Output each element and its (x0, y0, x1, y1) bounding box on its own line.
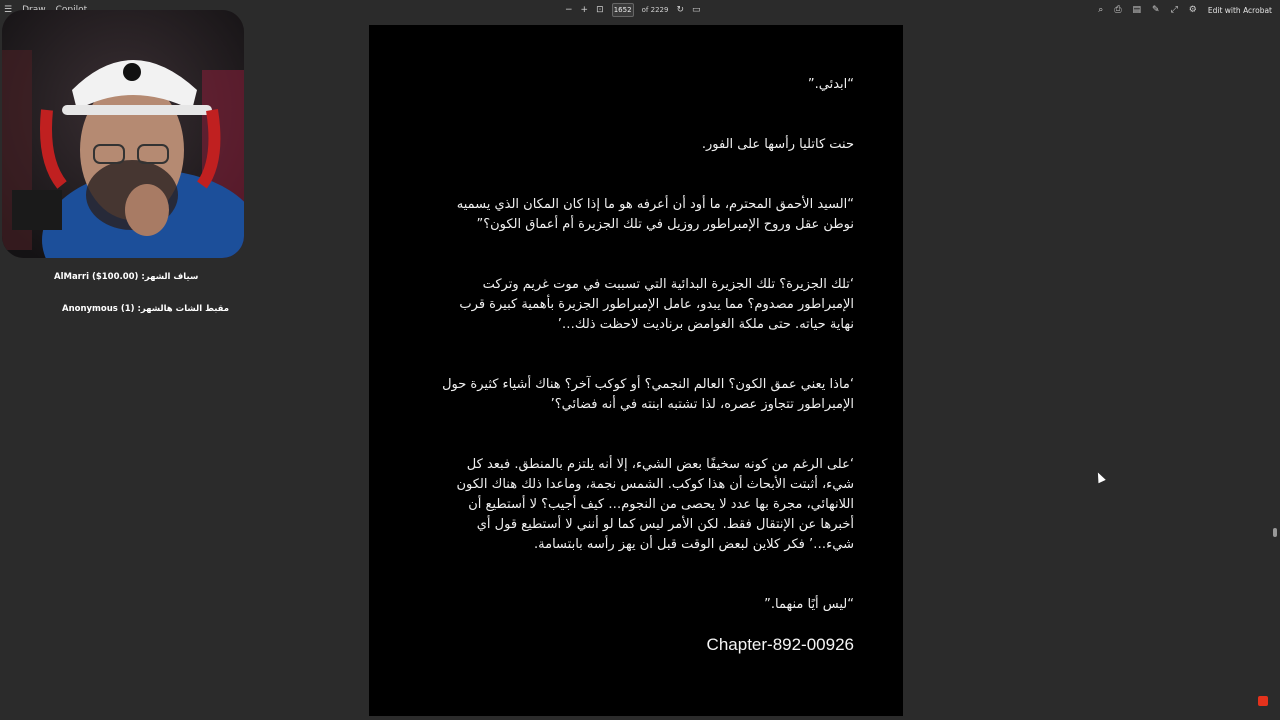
paragraph-7: “ليس أيًا منهما.” (764, 597, 854, 612)
top-donor-text: AlMarri ($100.00) :سياف الشهر (54, 272, 199, 282)
paragraph-1: “ابدئي.” (807, 77, 854, 92)
chapter-label: Chapter-892-00926 (706, 635, 854, 654)
expand-icon[interactable]: ⤢ (1170, 5, 1178, 15)
paragraph-5: ‘ماذا يعني عمق الكون؟ العالم النجمي؟ أو كوكب آخر؟ هناك أشياء كثيرة حول الإمبراطور تتجاوز عصره، لذا تشتبه ابنته في أنه فضائي؟’ (442, 377, 854, 412)
toolbar-center (565, 3, 701, 17)
sign-icon[interactable]: ✎ (1152, 5, 1160, 15)
page-view-icon[interactable]: ▭ (691, 5, 701, 15)
page-total: of 2229 (641, 6, 669, 14)
paragraph-2: حنت كاتليا رأسها على الفور. (701, 137, 854, 152)
webcam-figure (2, 10, 244, 258)
paragraph-6: ‘على الرغم من كونه سخيفًا بعض الشيء، إلا أنه يلتزم بالمنطق. فبعد كل شيء، أثبتت الأبحاث أن هذا كوكب. الشمس نجمة، وماعدا ذلك هناك الكون اللانهائي، مجرة بها عدد لا يحصى من النجوم… كيف أجيب؟ لا أستطيع أن أخبرها عن الإنتقال فقط. لكن الأمر ليس كما لو أنني لا أستطيع قول أي شيء…’ فكر كلاين لبعض الوقت قبل أن يهز رأسه بابتسامة. (456, 457, 854, 552)
fit-page-icon[interactable]: ⊡ (596, 5, 604, 15)
settings-icon[interactable]: ⚙ (1188, 5, 1197, 15)
paragraph-3: “السيد الأحمق المحترم، ما أود أن أعرفه هو ما إذا كان المكان الذي يسميه نوطن عقل وروح الإمبراطور روزيل في تلك الجزيرة أم أعماق الكون؟” (456, 197, 854, 232)
zoom-out-icon[interactable]: − (565, 5, 573, 15)
edit-with-acrobat-button[interactable]: Edit with Acrobat (1207, 5, 1272, 15)
page-number-input[interactable]: 1652 (612, 3, 634, 17)
rotate-icon[interactable]: ↻ (676, 5, 684, 15)
save-icon[interactable]: ▤ (1132, 5, 1142, 15)
print-icon[interactable]: ⎙ (1114, 5, 1122, 15)
top-chatter-text: Anonymous (1) :مقبط الشات هالشهر (62, 304, 230, 314)
menu-icon[interactable]: ☰ (4, 5, 13, 15)
zoom-in-icon[interactable]: + (580, 5, 589, 15)
toolbar-right (1098, 3, 1272, 17)
pdf-page (369, 25, 903, 716)
acrobat-logo-icon[interactable] (1258, 696, 1268, 706)
streamer-webcam (2, 10, 244, 258)
search-icon[interactable]: ⌕ (1098, 5, 1104, 15)
paragraph-4: ‘تلك الجزيرة؟ تلك الجزيرة البدائية التي تسببت في موت غريم وتركت الإمبراطور مصدوم؟ مما يبدو، عامل الإمبراطور الجزيرة بأهمية كبيرة قرب نهاية حياته. حتى ملكة الغوامض برناديت لاحظت ذلك…’ (459, 277, 854, 332)
mouse-cursor-icon (1094, 471, 1105, 483)
scrollbar-thumb[interactable] (1273, 528, 1277, 537)
